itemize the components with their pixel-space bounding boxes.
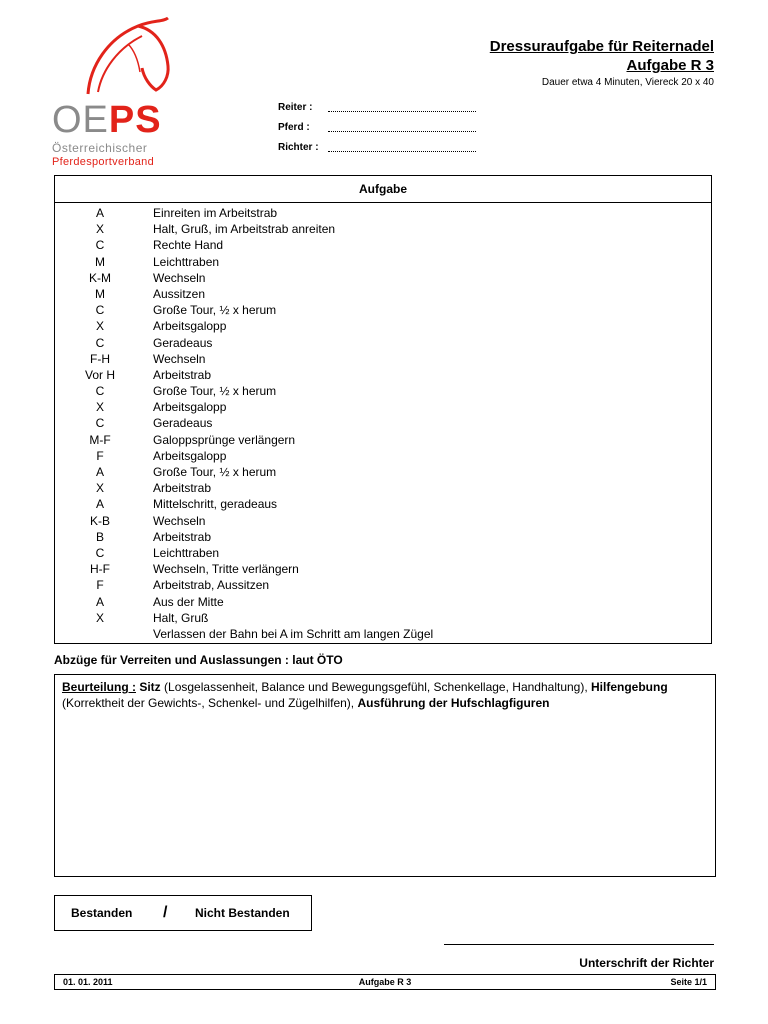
- horse-input-line[interactable]: [328, 123, 476, 132]
- task-row: [55, 415, 711, 431]
- seat-label: Sitz: [139, 680, 161, 694]
- task-position: F: [96, 448, 104, 463]
- task-row: [55, 561, 711, 577]
- task-table: [54, 175, 712, 644]
- task-row: [55, 221, 711, 237]
- task-row: [55, 448, 711, 464]
- footer-task: Aufgabe R 3: [358, 977, 412, 987]
- task-row: [55, 335, 711, 351]
- horse-label: Pferd :: [278, 122, 310, 133]
- task-action: Große Tour, ½ x herum: [153, 384, 277, 399]
- rider-label: Reiter :: [278, 102, 313, 113]
- task-position: X: [95, 610, 104, 625]
- task-position: C: [95, 384, 105, 399]
- result-box: [54, 895, 312, 931]
- task-row: [55, 367, 711, 383]
- task-position: Vor H: [84, 367, 115, 382]
- task-position: F: [96, 578, 104, 593]
- task-row: [55, 254, 711, 270]
- horse-head-icon: [68, 16, 178, 96]
- task-position: A: [95, 465, 104, 479]
- task-position: A: [95, 497, 104, 512]
- task-position: X: [95, 400, 104, 415]
- logo-line-1: Österreichischer: [52, 141, 148, 155]
- task-action: Arbeitstrab: [153, 481, 212, 496]
- footer-page: Seite 1/1: [670, 977, 707, 987]
- task-position: A: [95, 594, 104, 609]
- task-row: [55, 610, 711, 626]
- task-position: C: [95, 545, 105, 560]
- task-action: Leichttraben: [153, 545, 220, 560]
- task-position: A: [95, 206, 104, 220]
- task-position: B: [95, 529, 104, 544]
- task-row: [55, 513, 711, 529]
- page-footer: [54, 974, 716, 990]
- task-row: [55, 270, 711, 286]
- task-position: K-B: [89, 513, 110, 528]
- task-row: [55, 302, 711, 318]
- task-row: [55, 383, 711, 399]
- task-row: [55, 432, 711, 448]
- task-action: Arbeitstrab: [153, 529, 212, 544]
- task-row: [55, 205, 711, 221]
- task-row: [55, 594, 711, 610]
- judge-input-line[interactable]: [328, 143, 476, 152]
- task-position: F-H: [90, 351, 110, 366]
- failed-option[interactable]: Nicht Bestanden: [195, 906, 290, 920]
- signature-label: Unterschrift der Richter: [579, 956, 714, 970]
- oeps-logo: [48, 16, 198, 171]
- judge-label: Richter :: [278, 142, 319, 153]
- task-action: Arbeitsgalopp: [153, 319, 227, 334]
- task-position: C: [95, 335, 105, 350]
- task-position: C: [95, 416, 105, 431]
- task-row: [55, 529, 711, 545]
- task-row: [55, 318, 711, 334]
- task-position: X: [95, 481, 104, 496]
- task-action: Aus der Mitte: [153, 594, 224, 609]
- task-action: Rechte Hand: [153, 238, 224, 253]
- task-action: Wechseln: [153, 513, 206, 528]
- evaluation-box[interactable]: [54, 674, 716, 877]
- task-action: Wechseln: [153, 351, 206, 366]
- deductions-note: Abzüge für Verreiten und Auslassungen : laut ÖTO: [54, 653, 343, 667]
- aids-label: Hilfengebung: [591, 680, 668, 694]
- passed-option[interactable]: Bestanden: [71, 906, 133, 920]
- judge-field[interactable]: [278, 142, 476, 153]
- task-action: Wechseln, Tritte verlängern: [153, 562, 299, 577]
- seat-detail: (Losgelassenheit, Balance und Bewegungsgefühl, Schenkellage, Handhaltung),: [164, 680, 588, 694]
- task-row: [55, 237, 711, 253]
- task-row: [55, 464, 711, 480]
- task-position: H-F: [90, 562, 110, 577]
- task-action: Halt, Gruß, im Arbeitstrab anreiten: [153, 222, 336, 237]
- task-row: [55, 399, 711, 415]
- horse-field[interactable]: [278, 122, 476, 133]
- task-position: M: [95, 254, 105, 269]
- figures-label: Ausführung der Hufschlagfiguren: [357, 696, 550, 710]
- task-action: Arbeitsgalopp: [153, 400, 227, 415]
- logo-wordmark: OEPS: [52, 99, 162, 141]
- task-position: C: [95, 303, 105, 318]
- task-row: [55, 496, 711, 512]
- task-action: Große Tour, ½ x herum: [153, 465, 277, 479]
- aids-detail: (Korrektheit der Gewichts-, Schenkel- und Zügelhilfen),: [62, 696, 355, 710]
- rider-input-line[interactable]: [328, 103, 476, 112]
- rider-field[interactable]: [278, 102, 476, 113]
- task-action: Arbeitstrab, Aussitzen: [153, 578, 270, 593]
- task-action: Große Tour, ½ x herum: [153, 303, 277, 318]
- page-subtitle: Aufgabe R 3: [626, 57, 714, 74]
- duration-info: Dauer etwa 4 Minuten, Viereck 20 x 40: [541, 77, 714, 88]
- task-final-row: Verlassen der Bahn bei A im Schritt am langen Zügel: [153, 626, 434, 641]
- task-action: Galoppsprünge verlängern: [153, 432, 296, 447]
- evaluation-label: Beurteilung :: [62, 680, 136, 694]
- task-action: Wechseln: [153, 270, 206, 285]
- task-row: [55, 577, 711, 593]
- logo-line-2: Pferdesportverband: [52, 156, 155, 168]
- task-row: [55, 480, 711, 496]
- task-action: Leichttraben: [153, 254, 220, 269]
- task-action: Halt, Gruß: [153, 610, 209, 625]
- task-action: Arbeitstrab: [153, 367, 212, 382]
- task-action: Mittelschritt, geradeaus: [153, 497, 278, 512]
- task-position: C: [95, 238, 105, 253]
- task-row: [55, 351, 711, 367]
- footer-date: 01. 01. 2011: [63, 977, 113, 987]
- task-action: Einreiten im Arbeitstrab: [153, 206, 278, 220]
- task-heading: Aufgabe: [55, 176, 711, 203]
- task-row: [55, 545, 711, 561]
- task-position: M: [95, 286, 105, 301]
- task-row: [55, 286, 711, 302]
- signature-line[interactable]: [444, 944, 714, 945]
- task-action: Geradeaus: [153, 335, 213, 350]
- task-action: Arbeitsgalopp: [153, 448, 227, 463]
- task-list: [55, 203, 711, 626]
- task-position: X: [95, 319, 104, 334]
- task-position: K-M: [89, 270, 111, 285]
- task-action: Geradeaus: [153, 416, 213, 431]
- task-position: X: [95, 222, 104, 237]
- result-separator: /: [163, 904, 168, 921]
- task-position: M-F: [89, 432, 111, 447]
- task-action: Aussitzen: [153, 286, 206, 301]
- page-title: Dressuraufgabe für Reiternadel: [489, 38, 714, 55]
